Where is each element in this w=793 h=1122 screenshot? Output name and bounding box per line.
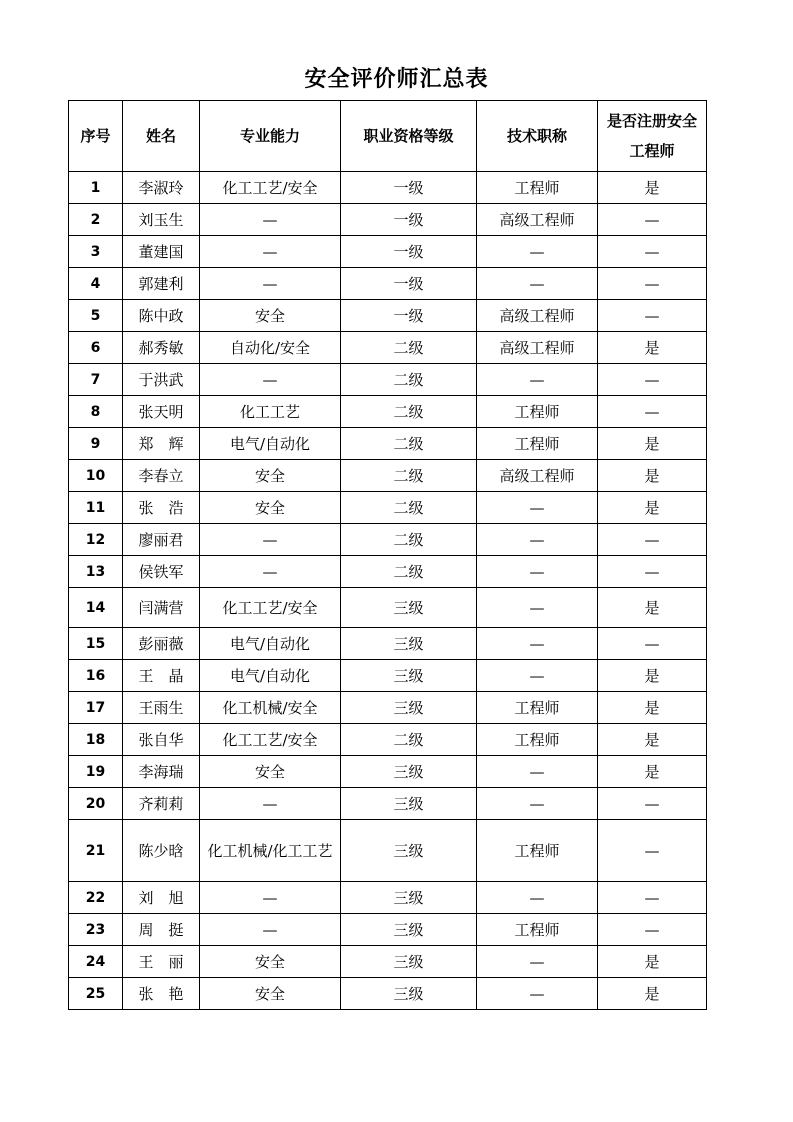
table-row	[69, 556, 707, 588]
row-name: 王 晶	[123, 660, 200, 692]
row-registered: 是	[598, 428, 707, 460]
row-number: 7	[69, 364, 123, 396]
row-level: 三级	[341, 978, 477, 1010]
row-registered: —	[598, 820, 707, 882]
row-registered: —	[598, 882, 707, 914]
row-title: 工程师	[477, 172, 598, 204]
table-row	[69, 236, 707, 268]
row-title: 高级工程师	[477, 204, 598, 236]
table-row	[69, 946, 707, 978]
row-level: 二级	[341, 332, 477, 364]
row-title: 高级工程师	[477, 300, 598, 332]
row-level: 二级	[341, 364, 477, 396]
row-number: 9	[69, 428, 123, 460]
row-level: 三级	[341, 756, 477, 788]
row-number: 1	[69, 172, 123, 204]
row-registered: —	[598, 300, 707, 332]
row-skill: —	[200, 268, 341, 300]
row-level: 一级	[341, 172, 477, 204]
row-name: 张自华	[123, 724, 200, 756]
row-level: 三级	[341, 882, 477, 914]
row-name: 张 浩	[123, 492, 200, 524]
row-title: 高级工程师	[477, 332, 598, 364]
row-number: 11	[69, 492, 123, 524]
row-registered: —	[598, 628, 707, 660]
table-row	[69, 524, 707, 556]
row-number: 6	[69, 332, 123, 364]
row-number: 14	[69, 588, 123, 628]
row-registered: —	[598, 556, 707, 588]
row-registered: —	[598, 396, 707, 428]
row-title: —	[477, 978, 598, 1010]
evaluator-table	[68, 100, 707, 1010]
row-registered: —	[598, 204, 707, 236]
row-name: 于洪武	[123, 364, 200, 396]
row-number: 24	[69, 946, 123, 978]
row-title: —	[477, 268, 598, 300]
row-registered: 是	[598, 660, 707, 692]
row-title: 高级工程师	[477, 460, 598, 492]
row-skill: 自动化/安全	[200, 332, 341, 364]
row-name: 李春立	[123, 460, 200, 492]
row-level: 二级	[341, 492, 477, 524]
row-registered: 是	[598, 332, 707, 364]
table-row	[69, 428, 707, 460]
row-level: 三级	[341, 914, 477, 946]
table-row	[69, 660, 707, 692]
row-number: 8	[69, 396, 123, 428]
row-skill: 化工工艺/安全	[200, 724, 341, 756]
row-number: 23	[69, 914, 123, 946]
table-body	[69, 172, 707, 1010]
table-row	[69, 204, 707, 236]
row-level: 三级	[341, 820, 477, 882]
row-level: 二级	[341, 556, 477, 588]
row-skill: —	[200, 524, 341, 556]
table-row	[69, 268, 707, 300]
row-name: 刘 旭	[123, 882, 200, 914]
row-registered: 是	[598, 460, 707, 492]
row-name: 郑 辉	[123, 428, 200, 460]
row-registered: 是	[598, 172, 707, 204]
table-row	[69, 692, 707, 724]
row-level: 一级	[341, 300, 477, 332]
row-registered: 是	[598, 692, 707, 724]
row-number: 17	[69, 692, 123, 724]
row-title: —	[477, 492, 598, 524]
row-name: 陈少晗	[123, 820, 200, 882]
row-number: 10	[69, 460, 123, 492]
row-level: 二级	[341, 724, 477, 756]
row-title: —	[477, 628, 598, 660]
row-name: 陈中政	[123, 300, 200, 332]
row-number: 16	[69, 660, 123, 692]
row-skill: 化工机械/化工工艺	[200, 820, 341, 882]
row-name: 侯铁军	[123, 556, 200, 588]
row-skill: 电气/自动化	[200, 428, 341, 460]
row-title: —	[477, 236, 598, 268]
row-title: —	[477, 946, 598, 978]
header-title: 技术职称	[477, 101, 598, 172]
table-row	[69, 492, 707, 524]
row-name: 李淑玲	[123, 172, 200, 204]
table-row	[69, 332, 707, 364]
row-level: 二级	[341, 524, 477, 556]
row-name: 王雨生	[123, 692, 200, 724]
row-name: 李海瑞	[123, 756, 200, 788]
row-level: 一级	[341, 268, 477, 300]
row-number: 25	[69, 978, 123, 1010]
row-skill: 安全	[200, 300, 341, 332]
header-name: 姓名	[123, 101, 200, 172]
row-number: 4	[69, 268, 123, 300]
row-registered: 是	[598, 946, 707, 978]
row-name: 王 丽	[123, 946, 200, 978]
row-skill: 安全	[200, 460, 341, 492]
table-row	[69, 914, 707, 946]
table-row	[69, 364, 707, 396]
row-registered: —	[598, 788, 707, 820]
row-registered: —	[598, 236, 707, 268]
row-title: —	[477, 756, 598, 788]
row-title: —	[477, 882, 598, 914]
header-registered	[598, 101, 707, 172]
row-skill: 电气/自动化	[200, 628, 341, 660]
row-registered: —	[598, 364, 707, 396]
row-name: 齐莉莉	[123, 788, 200, 820]
row-name: 廖丽君	[123, 524, 200, 556]
row-level: 三级	[341, 660, 477, 692]
row-skill: —	[200, 882, 341, 914]
row-level: 三级	[341, 692, 477, 724]
table-row	[69, 172, 707, 204]
row-number: 12	[69, 524, 123, 556]
row-title: —	[477, 364, 598, 396]
row-skill: 电气/自动化	[200, 660, 341, 692]
row-number: 3	[69, 236, 123, 268]
table-row	[69, 396, 707, 428]
header-skill: 专业能力	[200, 101, 341, 172]
header-no: 序号	[69, 101, 123, 172]
row-level: 三级	[341, 628, 477, 660]
row-level: 二级	[341, 460, 477, 492]
row-skill: 安全	[200, 946, 341, 978]
row-number: 15	[69, 628, 123, 660]
row-title: —	[477, 660, 598, 692]
row-registered: —	[598, 268, 707, 300]
row-number: 21	[69, 820, 123, 882]
row-registered: —	[598, 524, 707, 556]
row-name: 闫满营	[123, 588, 200, 628]
table-row	[69, 460, 707, 492]
row-name: 彭丽薇	[123, 628, 200, 660]
row-number: 19	[69, 756, 123, 788]
row-skill: 安全	[200, 978, 341, 1010]
row-title: 工程师	[477, 428, 598, 460]
row-skill: —	[200, 236, 341, 268]
table-row	[69, 588, 707, 628]
row-title: —	[477, 788, 598, 820]
row-title: 工程师	[477, 914, 598, 946]
row-title: 工程师	[477, 724, 598, 756]
row-number: 13	[69, 556, 123, 588]
row-level: 二级	[341, 428, 477, 460]
row-title: —	[477, 524, 598, 556]
table-row	[69, 788, 707, 820]
table-row	[69, 756, 707, 788]
row-skill: 化工工艺/安全	[200, 172, 341, 204]
row-number: 22	[69, 882, 123, 914]
table-row	[69, 724, 707, 756]
row-name: 郝秀敏	[123, 332, 200, 364]
row-skill: 化工工艺/安全	[200, 588, 341, 628]
row-registered: 是	[598, 978, 707, 1010]
row-number: 5	[69, 300, 123, 332]
row-title: 工程师	[477, 692, 598, 724]
row-level: 二级	[341, 396, 477, 428]
row-level: 一级	[341, 204, 477, 236]
row-number: 2	[69, 204, 123, 236]
row-skill: —	[200, 914, 341, 946]
row-registered: 是	[598, 492, 707, 524]
row-name: 周 挺	[123, 914, 200, 946]
table-header-row	[69, 101, 707, 172]
header-level: 职业资格等级	[341, 101, 477, 172]
row-number: 20	[69, 788, 123, 820]
row-registered: 是	[598, 588, 707, 628]
row-registered: 是	[598, 756, 707, 788]
row-name: 刘玉生	[123, 204, 200, 236]
row-title: —	[477, 556, 598, 588]
row-name: 张 艳	[123, 978, 200, 1010]
row-name: 张天明	[123, 396, 200, 428]
row-skill: 化工机械/安全	[200, 692, 341, 724]
row-title: 工程师	[477, 820, 598, 882]
table-row	[69, 300, 707, 332]
row-level: 三级	[341, 788, 477, 820]
row-skill: 安全	[200, 756, 341, 788]
row-number: 18	[69, 724, 123, 756]
row-skill: —	[200, 788, 341, 820]
header-registered-label: 是否注册安全工程师	[607, 112, 698, 160]
row-level: 一级	[341, 236, 477, 268]
row-skill: —	[200, 204, 341, 236]
table-row	[69, 978, 707, 1010]
table-row	[69, 882, 707, 914]
row-name: 郭建利	[123, 268, 200, 300]
row-registered: —	[598, 914, 707, 946]
row-name: 董建国	[123, 236, 200, 268]
page-title: 安全评价师汇总表	[304, 66, 489, 92]
table-row	[69, 628, 707, 660]
row-level: 三级	[341, 588, 477, 628]
row-title: 工程师	[477, 396, 598, 428]
table-row	[69, 820, 707, 882]
row-skill: 安全	[200, 492, 341, 524]
row-level: 三级	[341, 946, 477, 978]
row-registered: 是	[598, 724, 707, 756]
row-title: —	[477, 588, 598, 628]
row-skill: —	[200, 556, 341, 588]
row-skill: —	[200, 364, 341, 396]
row-skill: 化工工艺	[200, 396, 341, 428]
